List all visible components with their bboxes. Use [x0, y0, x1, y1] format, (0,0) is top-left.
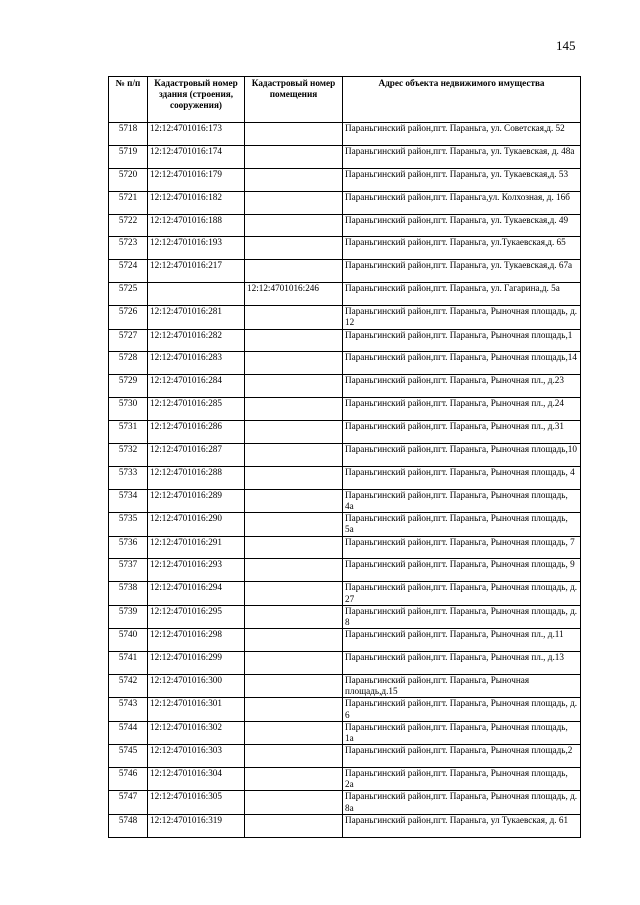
cell-building-cadastral: 12:12:4701016:299 [148, 652, 245, 675]
cell-building-cadastral: 12:12:4701016:193 [148, 237, 245, 260]
cell-room-cadastral [245, 768, 343, 791]
cell-address: Параньгинский район,пгт. Параньга, Рыночная площадь, д. 8 [343, 605, 581, 628]
cell-building-cadastral: 12:12:4701016:288 [148, 466, 245, 489]
table-row [109, 375, 581, 398]
cell-building-cadastral: 12:12:4701016:295 [148, 605, 245, 628]
table-row [109, 283, 581, 306]
cell-room-cadastral [245, 375, 343, 398]
header-num: № п/п [109, 77, 148, 123]
cell-address: Параньгинский район,пгт. Параньга, Рыночная пл., д.11 [343, 629, 581, 652]
table-row [109, 398, 581, 421]
table-row [109, 745, 581, 768]
cell-room-cadastral [245, 466, 343, 489]
table-row [109, 721, 581, 744]
cell-room-cadastral [245, 421, 343, 444]
table-row [109, 559, 581, 582]
table-row [109, 768, 581, 791]
cell-room-cadastral [245, 352, 343, 375]
cell-building-cadastral [148, 283, 245, 306]
table-row [109, 352, 581, 375]
header-address: Адрес объекта недвижимого имущества [343, 77, 581, 123]
cell-num: 5737 [109, 559, 148, 582]
table-row [109, 698, 581, 721]
table-row [109, 260, 581, 283]
cell-room-cadastral [245, 814, 343, 837]
cell-building-cadastral: 12:12:4701016:293 [148, 559, 245, 582]
cell-address: Параньгинский район,пгт. Параньга, Рыночная площадь, д. 27 [343, 582, 581, 605]
table-row [109, 168, 581, 191]
cell-num: 5726 [109, 306, 148, 329]
cell-address: Параньгинский район,пгт. Параньга, Рыночная площадь,10 [343, 443, 581, 466]
cell-room-cadastral [245, 559, 343, 582]
cell-room-cadastral [245, 329, 343, 352]
cell-num: 5747 [109, 791, 148, 814]
cell-room-cadastral [245, 582, 343, 605]
cell-room-cadastral [245, 745, 343, 768]
cell-address: Параньгинский район,пгт. Параньга, ул. Тукаевская,д. 49 [343, 214, 581, 237]
cell-num: 5735 [109, 513, 148, 536]
cell-address: Параньгинский район,пгт. Параньга, Рыночная пл., д.31 [343, 421, 581, 444]
header-building-cadastral: Кадастровый номер здания (строения, сооружения) [148, 77, 245, 123]
table-header-row [109, 77, 581, 123]
cell-building-cadastral: 12:12:4701016:174 [148, 145, 245, 168]
cell-room-cadastral [245, 536, 343, 559]
cell-address: Параньгинский район,пгт. Параньга, Рыночная площадь, 1а [343, 721, 581, 744]
cell-address: Параньгинский район,пгт. Параньга, Рыночная площадь, 7 [343, 536, 581, 559]
cell-building-cadastral: 12:12:4701016:285 [148, 398, 245, 421]
cell-building-cadastral: 12:12:4701016:298 [148, 629, 245, 652]
table-row [109, 582, 581, 605]
cell-building-cadastral: 12:12:4701016:291 [148, 536, 245, 559]
cell-address: Параньгинский район,пгт. Параньга, Рыночная площадь, 9 [343, 559, 581, 582]
cell-num: 5725 [109, 283, 148, 306]
table-body [109, 123, 581, 838]
cell-room-cadastral [245, 237, 343, 260]
cell-room-cadastral [245, 443, 343, 466]
cell-num: 5738 [109, 582, 148, 605]
cell-address: Параньгинский район,пгт. Параньга, ул. Тукаевская, д. 48а [343, 145, 581, 168]
cell-num: 5721 [109, 191, 148, 214]
cell-room-cadastral [245, 513, 343, 536]
cell-building-cadastral: 12:12:4701016:284 [148, 375, 245, 398]
cell-building-cadastral: 12:12:4701016:182 [148, 191, 245, 214]
cell-num: 5740 [109, 629, 148, 652]
table-row [109, 814, 581, 837]
cell-building-cadastral: 12:12:4701016:188 [148, 214, 245, 237]
cell-num: 5733 [109, 466, 148, 489]
table-row [109, 513, 581, 536]
table-row [109, 306, 581, 329]
cell-address: Параньгинский район,пгт. Параньга, Рыночная площадь, д. 12 [343, 306, 581, 329]
table-row [109, 629, 581, 652]
cell-room-cadastral [245, 123, 343, 146]
cell-address: Параньгинский район,пгт. Параньга, Рыночная пл., д.23 [343, 375, 581, 398]
cell-building-cadastral: 12:12:4701016:217 [148, 260, 245, 283]
cell-building-cadastral: 12:12:4701016:303 [148, 745, 245, 768]
cell-room-cadastral [245, 791, 343, 814]
cell-num: 5742 [109, 674, 148, 697]
cell-address: Параньгинский район,пгт. Параньга, ул. Гагарина,д. 5а [343, 283, 581, 306]
cell-room-cadastral [245, 674, 343, 697]
table-row [109, 536, 581, 559]
cell-building-cadastral: 12:12:4701016:281 [148, 306, 245, 329]
cell-address: Параньгинский район,пгт. Параньга, Рыночная площадь, 2а [343, 768, 581, 791]
cell-building-cadastral: 12:12:4701016:300 [148, 674, 245, 697]
cell-num: 5723 [109, 237, 148, 260]
table-row [109, 443, 581, 466]
cell-num: 5727 [109, 329, 148, 352]
cell-room-cadastral [245, 168, 343, 191]
cell-address: Параньгинский район,пгт. Параньга, Рыночная площадь, 5а [343, 513, 581, 536]
cell-address: Параньгинский район,пгт. Параньга,ул. Колхозная, д. 16б [343, 191, 581, 214]
cell-num: 5746 [109, 768, 148, 791]
cell-building-cadastral: 12:12:4701016:289 [148, 489, 245, 512]
cell-address: Параньгинский район,пгт. Параньга, Рыночная площадь,1 [343, 329, 581, 352]
table-row [109, 674, 581, 697]
table-row [109, 237, 581, 260]
cell-address: Параньгинский район,пгт. Параньга, Рыночная площадь, д. 6 [343, 698, 581, 721]
cell-num: 5732 [109, 443, 148, 466]
cell-building-cadastral: 12:12:4701016:294 [148, 582, 245, 605]
cell-num: 5718 [109, 123, 148, 146]
cell-num: 5730 [109, 398, 148, 421]
table-row [109, 329, 581, 352]
table-row [109, 791, 581, 814]
cell-room-cadastral [245, 605, 343, 628]
cell-num: 5719 [109, 145, 148, 168]
cell-address: Параньгинский район,пгт. Параньга, Рыночная площадь,д.15 [343, 674, 581, 697]
cell-num: 5743 [109, 698, 148, 721]
cell-address: Параньгинский район,пгт. Параньга, ул.Тукаевская,д. 65 [343, 237, 581, 260]
cell-address: Параньгинский район,пгт. Параньга, Рыночная площадь, 4 [343, 466, 581, 489]
cell-building-cadastral: 12:12:4701016:287 [148, 443, 245, 466]
cell-num: 5748 [109, 814, 148, 837]
cell-num: 5744 [109, 721, 148, 744]
cell-address: Параньгинский район,пгт. Параньга, Рыночная площадь, 4а [343, 489, 581, 512]
cell-room-cadastral [245, 652, 343, 675]
cell-building-cadastral: 12:12:4701016:283 [148, 352, 245, 375]
cell-room-cadastral [245, 260, 343, 283]
cell-building-cadastral: 12:12:4701016:301 [148, 698, 245, 721]
cell-building-cadastral: 12:12:4701016:305 [148, 791, 245, 814]
cell-address: Параньгинский район,пгт. Параньга, ул. Советская,д. 52 [343, 123, 581, 146]
cell-room-cadastral [245, 721, 343, 744]
cell-building-cadastral: 12:12:4701016:286 [148, 421, 245, 444]
table-row [109, 489, 581, 512]
cell-num: 5734 [109, 489, 148, 512]
cell-address: Параньгинский район,пгт. Параньга, ул. Тукаевская,д. 67а [343, 260, 581, 283]
page-number: 145 [556, 38, 576, 53]
cell-address: Параньгинский район,пгт. Параньга, ул. Тукаевская,д. 53 [343, 168, 581, 191]
cell-building-cadastral: 12:12:4701016:290 [148, 513, 245, 536]
table-row [109, 652, 581, 675]
table-row [109, 466, 581, 489]
cell-room-cadastral [245, 698, 343, 721]
cell-num: 5736 [109, 536, 148, 559]
cell-building-cadastral: 12:12:4701016:319 [148, 814, 245, 837]
cell-address: Параньгинский район,пгт. Параньга, Рыночная площадь,2 [343, 745, 581, 768]
cell-num: 5739 [109, 605, 148, 628]
cell-room-cadastral [245, 398, 343, 421]
table-row [109, 421, 581, 444]
table-row [109, 145, 581, 168]
cell-room-cadastral: 12:12:4701016:246 [245, 283, 343, 306]
property-registry-table [108, 76, 581, 838]
header-room-cadastral: Кадастровый номер помещения [245, 77, 343, 123]
cell-building-cadastral: 12:12:4701016:173 [148, 123, 245, 146]
cell-num: 5724 [109, 260, 148, 283]
cell-num: 5731 [109, 421, 148, 444]
cell-room-cadastral [245, 306, 343, 329]
cell-building-cadastral: 12:12:4701016:179 [148, 168, 245, 191]
cell-address: Параньгинский район,пгт. Параньга, Рыночная площадь,14 [343, 352, 581, 375]
cell-num: 5745 [109, 745, 148, 768]
cell-num: 5720 [109, 168, 148, 191]
cell-address: Параньгинский район,пгт. Параньга, Рыночная пл., д.13 [343, 652, 581, 675]
cell-address: Параньгинский район,пгт. Параньга, Рыночная площадь, д. 8а [343, 791, 581, 814]
table-row [109, 191, 581, 214]
cell-room-cadastral [245, 489, 343, 512]
cell-address: Параньгинский район,пгт. Параньга, ул Тукаевская, д. 61 [343, 814, 581, 837]
cell-room-cadastral [245, 214, 343, 237]
cell-room-cadastral [245, 629, 343, 652]
cell-building-cadastral: 12:12:4701016:304 [148, 768, 245, 791]
cell-address: Параньгинский район,пгт. Параньга, Рыночная пл., д.24 [343, 398, 581, 421]
cell-num: 5728 [109, 352, 148, 375]
cell-num: 5741 [109, 652, 148, 675]
table-row [109, 123, 581, 146]
cell-num: 5722 [109, 214, 148, 237]
cell-room-cadastral [245, 191, 343, 214]
table-row [109, 214, 581, 237]
table-row [109, 605, 581, 628]
cell-num: 5729 [109, 375, 148, 398]
cell-building-cadastral: 12:12:4701016:302 [148, 721, 245, 744]
cell-building-cadastral: 12:12:4701016:282 [148, 329, 245, 352]
cell-room-cadastral [245, 145, 343, 168]
